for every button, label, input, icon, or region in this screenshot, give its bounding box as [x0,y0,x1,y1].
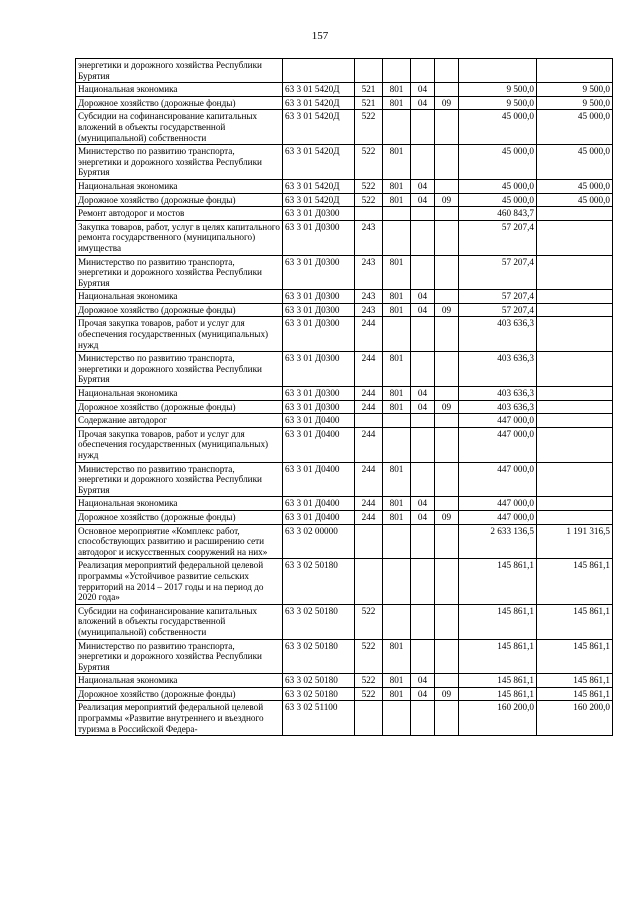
ministry-code-cell: 801 [383,193,411,207]
amount-year2-cell [537,290,613,304]
subsection-code-cell: 09 [435,303,459,317]
expense-name-cell: Закупка товаров, работ, услуг в целях капитального ремонта государственного (муниципального) имущества [76,220,283,255]
expense-name-cell: Дорожное хозяйство (дорожные фонды) [76,303,283,317]
table-row [76,701,613,736]
expense-name-cell: Национальная экономика [76,674,283,688]
expense-name-cell: Министерство по развитию транспорта, энергетики и дорожного хозяйства Республики Бурятия [76,462,283,497]
target-article-code-cell: 63 3 01 5420Д [283,145,355,180]
amount-year2-cell [537,317,613,352]
section-code-cell [411,110,435,145]
amount-year1-cell: 45 000,0 [459,179,537,193]
ministry-code-cell: 801 [383,400,411,414]
amount-year1-cell: 45 000,0 [459,193,537,207]
expense-type-cell [355,701,383,736]
subsection-code-cell [435,207,459,221]
amount-year1-cell: 57 207,4 [459,220,537,255]
target-article-code-cell: 63 3 01 Д0400 [283,497,355,511]
ministry-code-cell: 801 [383,255,411,290]
table-row [76,83,613,97]
expense-type-cell: 244 [355,352,383,387]
expense-name-cell: Дорожное хозяйство (дорожные фонды) [76,193,283,207]
expense-type-cell: 244 [355,387,383,401]
expense-type-cell: 522 [355,179,383,193]
expense-type-cell: 243 [355,255,383,290]
page-number: 157 [311,30,329,42]
expense-name-cell: Национальная экономика [76,497,283,511]
table-row [76,414,613,428]
expense-type-cell: 522 [355,639,383,674]
section-code-cell: 04 [411,96,435,110]
expense-name-cell: Национальная экономика [76,387,283,401]
ministry-code-cell: 801 [383,687,411,701]
table-row [76,510,613,524]
subsection-code-cell [435,59,459,83]
table-row [76,524,613,559]
subsection-code-cell [435,145,459,180]
target-article-code-cell [283,59,355,83]
amount-year2-cell [537,303,613,317]
amount-year1-cell: 403 636,3 [459,317,537,352]
expense-type-cell [355,59,383,83]
expense-type-cell: 243 [355,290,383,304]
subsection-code-cell [435,255,459,290]
amount-year1-cell: 447 000,0 [459,462,537,497]
section-code-cell: 04 [411,400,435,414]
expense-type-cell: 522 [355,604,383,639]
table-row [76,220,613,255]
expense-type-cell: 244 [355,497,383,511]
ministry-code-cell: 801 [383,674,411,688]
section-code-cell: 04 [411,83,435,97]
target-article-code-cell: 63 3 01 Д0300 [283,400,355,414]
target-article-code-cell: 63 3 01 5420Д [283,83,355,97]
expense-name-cell: Министерство по развитию транспорта, энергетики и дорожного хозяйства Республики Бурятия [76,639,283,674]
amount-year2-cell: 145 861,1 [537,674,613,688]
section-code-cell [411,255,435,290]
subsection-code-cell [435,701,459,736]
section-code-cell [411,59,435,83]
amount-year1-cell: 2 633 136,5 [459,524,537,559]
target-article-code-cell: 63 3 01 Д0400 [283,510,355,524]
table-row [76,145,613,180]
table-row [76,604,613,639]
expense-type-cell: 244 [355,317,383,352]
ministry-code-cell [383,524,411,559]
expense-name-cell: Прочая закупка товаров, работ и услуг для обеспечения государственных (муниципальных) нужд [76,317,283,352]
table-row [76,59,613,83]
section-code-cell [411,639,435,674]
target-article-code-cell: 63 3 02 51100 [283,701,355,736]
expense-name-cell: энергетики и дорожного хозяйства Республики Бурятия [76,59,283,83]
section-code-cell [411,701,435,736]
amount-year2-cell [537,462,613,497]
expense-name-cell: Содержание автодорог [76,414,283,428]
amount-year1-cell [459,59,537,83]
subsection-code-cell [435,639,459,674]
subsection-code-cell [435,110,459,145]
section-code-cell: 04 [411,290,435,304]
ministry-code-cell [383,59,411,83]
subsection-code-cell [435,497,459,511]
subsection-code-cell [435,83,459,97]
section-code-cell: 04 [411,674,435,688]
expense-name-cell: Министерство по развитию транспорта, энергетики и дорожного хозяйства Республики Бурятия [76,145,283,180]
subsection-code-cell [435,414,459,428]
ministry-code-cell [383,317,411,352]
amount-year2-cell [537,255,613,290]
amount-year2-cell: 145 861,1 [537,604,613,639]
table-row [76,96,613,110]
amount-year2-cell [537,400,613,414]
amount-year1-cell: 447 000,0 [459,497,537,511]
amount-year2-cell [537,59,613,83]
expense-type-cell: 243 [355,220,383,255]
ministry-code-cell: 801 [383,303,411,317]
section-code-cell [411,145,435,180]
amount-year1-cell: 45 000,0 [459,110,537,145]
table-row [76,687,613,701]
amount-year1-cell: 447 000,0 [459,510,537,524]
amount-year1-cell: 45 000,0 [459,145,537,180]
amount-year1-cell: 57 207,4 [459,303,537,317]
amount-year2-cell [537,220,613,255]
amount-year1-cell: 145 861,1 [459,687,537,701]
target-article-code-cell: 63 3 02 50180 [283,559,355,604]
target-article-code-cell: 63 3 01 Д0300 [283,387,355,401]
amount-year2-cell: 45 000,0 [537,145,613,180]
expense-type-cell: 522 [355,145,383,180]
ministry-code-cell: 801 [383,462,411,497]
table-row [76,559,613,604]
table-row [76,497,613,511]
section-code-cell [411,207,435,221]
table-row [76,193,613,207]
target-article-code-cell: 63 3 01 Д0400 [283,414,355,428]
target-article-code-cell: 63 3 02 50180 [283,687,355,701]
target-article-code-cell: 63 3 01 Д0300 [283,303,355,317]
section-code-cell: 04 [411,179,435,193]
section-code-cell: 04 [411,687,435,701]
expense-type-cell: 243 [355,303,383,317]
amount-year1-cell: 9 500,0 [459,96,537,110]
subsection-code-cell: 09 [435,687,459,701]
subsection-code-cell [435,604,459,639]
target-article-code-cell: 63 3 01 5420Д [283,193,355,207]
ministry-code-cell [383,207,411,221]
subsection-code-cell [435,387,459,401]
section-code-cell [411,427,435,462]
amount-year1-cell: 57 207,4 [459,290,537,304]
ministry-code-cell: 801 [383,96,411,110]
table-row [76,110,613,145]
subsection-code-cell [435,179,459,193]
table-row [76,462,613,497]
expense-type-cell [355,207,383,221]
expense-type-cell: 244 [355,400,383,414]
section-code-cell: 04 [411,497,435,511]
expense-type-cell: 522 [355,110,383,145]
subsection-code-cell [435,524,459,559]
subsection-code-cell [435,352,459,387]
expense-name-cell: Министерство по развитию транспорта, энергетики и дорожного хозяйства Республики Бурятия [76,352,283,387]
amount-year2-cell: 145 861,1 [537,559,613,604]
ministry-code-cell [383,220,411,255]
ministry-code-cell: 801 [383,352,411,387]
ministry-code-cell [383,110,411,145]
expense-name-cell: Субсидии на софинансирование капитальных вложений в объекты государственной (муниципальной) собственности [76,110,283,145]
target-article-code-cell: 63 3 01 Д0400 [283,427,355,462]
amount-year2-cell: 45 000,0 [537,110,613,145]
expense-type-cell: 244 [355,462,383,497]
expense-name-cell: Основное мероприятие «Комплекс работ, способствующих развитию и расширению сети автодорог и искусственных сооружений на них» [76,524,283,559]
amount-year2-cell: 145 861,1 [537,687,613,701]
amount-year1-cell: 403 636,3 [459,352,537,387]
subsection-code-cell [435,462,459,497]
subsection-code-cell [435,290,459,304]
expense-name-cell: Ремонт автодорог и мостов [76,207,283,221]
subsection-code-cell: 09 [435,510,459,524]
expense-name-cell: Дорожное хозяйство (дорожные фонды) [76,510,283,524]
expense-type-cell: 244 [355,510,383,524]
table-row [76,352,613,387]
ministry-code-cell: 801 [383,510,411,524]
target-article-code-cell: 63 3 01 5420Д [283,110,355,145]
target-article-code-cell: 63 3 01 Д0300 [283,207,355,221]
section-code-cell: 04 [411,387,435,401]
expense-type-cell [355,524,383,559]
expense-name-cell: Реализация мероприятий федеральной целевой программы «Развитие внутреннего и въездного туризма в Российской Федера- [76,701,283,736]
expense-type-cell: 244 [355,427,383,462]
target-article-code-cell: 63 3 01 Д0300 [283,255,355,290]
amount-year2-cell [537,352,613,387]
budget-table [75,58,613,736]
table-row [76,427,613,462]
expense-type-cell: 521 [355,96,383,110]
section-code-cell [411,414,435,428]
target-article-code-cell: 63 3 02 50180 [283,604,355,639]
table-row [76,255,613,290]
subsection-code-cell [435,317,459,352]
amount-year2-cell: 45 000,0 [537,193,613,207]
target-article-code-cell: 63 3 01 Д0300 [283,352,355,387]
ministry-code-cell: 801 [383,83,411,97]
ministry-code-cell [383,559,411,604]
ministry-code-cell [383,414,411,428]
ministry-code-cell [383,701,411,736]
expense-name-cell: Национальная экономика [76,83,283,97]
amount-year2-cell [537,207,613,221]
target-article-code-cell: 63 3 02 50180 [283,639,355,674]
target-article-code-cell: 63 3 02 50180 [283,674,355,688]
table-row [76,317,613,352]
section-code-cell: 04 [411,193,435,207]
table-row [76,674,613,688]
table-row [76,290,613,304]
table-row [76,303,613,317]
amount-year2-cell [537,387,613,401]
amount-year2-cell: 160 200,0 [537,701,613,736]
amount-year1-cell: 403 636,3 [459,400,537,414]
amount-year1-cell: 145 861,1 [459,674,537,688]
amount-year1-cell: 403 636,3 [459,387,537,401]
amount-year1-cell: 145 861,1 [459,559,537,604]
expense-type-cell: 522 [355,687,383,701]
table-row [76,179,613,193]
target-article-code-cell: 63 3 02 00000 [283,524,355,559]
table-row [76,400,613,414]
amount-year1-cell: 57 207,4 [459,255,537,290]
expense-name-cell: Национальная экономика [76,179,283,193]
ministry-code-cell: 801 [383,179,411,193]
section-code-cell [411,604,435,639]
ministry-code-cell: 801 [383,639,411,674]
amount-year1-cell: 160 200,0 [459,701,537,736]
amount-year2-cell: 9 500,0 [537,83,613,97]
expense-type-cell [355,414,383,428]
expense-name-cell: Дорожное хозяйство (дорожные фонды) [76,400,283,414]
target-article-code-cell: 63 3 01 Д0400 [283,462,355,497]
ministry-code-cell [383,604,411,639]
table-row [76,387,613,401]
table-row [76,639,613,674]
target-article-code-cell: 63 3 01 Д0300 [283,220,355,255]
amount-year2-cell: 9 500,0 [537,96,613,110]
subsection-code-cell [435,220,459,255]
amount-year1-cell: 447 000,0 [459,427,537,462]
amount-year2-cell: 1 191 316,5 [537,524,613,559]
amount-year1-cell: 447 000,0 [459,414,537,428]
section-code-cell [411,524,435,559]
target-article-code-cell: 63 3 01 Д0300 [283,290,355,304]
expense-type-cell: 522 [355,674,383,688]
section-code-cell [411,317,435,352]
section-code-cell [411,352,435,387]
subsection-code-cell: 09 [435,96,459,110]
subsection-code-cell [435,427,459,462]
amount-year1-cell: 145 861,1 [459,639,537,674]
expense-name-cell: Дорожное хозяйство (дорожные фонды) [76,687,283,701]
ministry-code-cell [383,427,411,462]
section-code-cell [411,220,435,255]
expense-type-cell [355,559,383,604]
amount-year2-cell [537,497,613,511]
target-article-code-cell: 63 3 01 5420Д [283,179,355,193]
section-code-cell [411,559,435,604]
subsection-code-cell: 09 [435,400,459,414]
amount-year1-cell: 145 861,1 [459,604,537,639]
subsection-code-cell [435,559,459,604]
amount-year1-cell: 460 843,7 [459,207,537,221]
expense-type-cell: 521 [355,83,383,97]
expense-name-cell: Реализация мероприятий федеральной целевой программы «Устойчивое развитие сельских территорий на 2014 – 2017 годы и на период до 2020 года» [76,559,283,604]
section-code-cell [411,462,435,497]
amount-year2-cell [537,414,613,428]
ministry-code-cell: 801 [383,497,411,511]
section-code-cell: 04 [411,510,435,524]
amount-year2-cell [537,427,613,462]
table-body [76,59,613,736]
amount-year2-cell [537,510,613,524]
target-article-code-cell: 63 3 01 Д0300 [283,317,355,352]
expense-type-cell: 522 [355,193,383,207]
amount-year2-cell: 45 000,0 [537,179,613,193]
table-row [76,207,613,221]
ministry-code-cell: 801 [383,145,411,180]
expense-name-cell: Министерство по развитию транспорта, энергетики и дорожного хозяйства Республики Бурятия [76,255,283,290]
subsection-code-cell [435,674,459,688]
section-code-cell: 04 [411,303,435,317]
expense-name-cell: Прочая закупка товаров, работ и услуг для обеспечения государственных (муниципальных) нужд [76,427,283,462]
expense-name-cell: Субсидии на софинансирование капитальных вложений в объекты государственной (муниципальной) собственности [76,604,283,639]
amount-year1-cell: 9 500,0 [459,83,537,97]
expense-name-cell: Национальная экономика [76,290,283,304]
ministry-code-cell: 801 [383,387,411,401]
subsection-code-cell: 09 [435,193,459,207]
ministry-code-cell: 801 [383,290,411,304]
amount-year2-cell: 145 861,1 [537,639,613,674]
target-article-code-cell: 63 3 01 5420Д [283,96,355,110]
expense-name-cell: Дорожное хозяйство (дорожные фонды) [76,96,283,110]
